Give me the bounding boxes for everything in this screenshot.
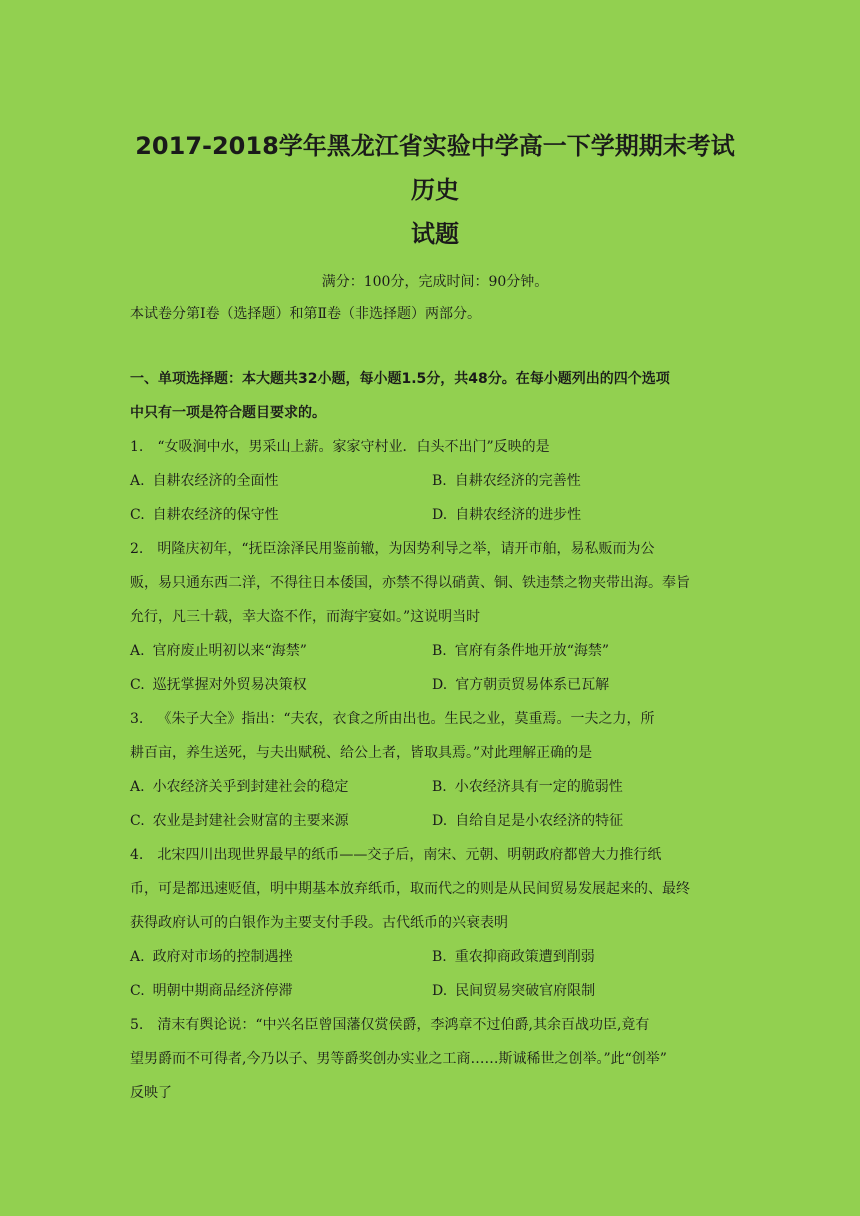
option-text: 自耕农经济的进步性	[455, 507, 582, 523]
exam-title-line-1: 2017-2018学年黑龙江省实验中学高一下学期期末考试历史	[135, 132, 735, 204]
question-number: 2.	[130, 541, 144, 557]
option-text: 小农经济具有一定的脆弱性	[454, 779, 623, 795]
question-stem-text: “女吸涧中水，男采山上薪。家家守村业．白头不出门”反映的是	[157, 439, 550, 455]
answer-options	[130, 940, 740, 1008]
answer-option-c[interactable]	[130, 804, 432, 838]
question-list	[130, 430, 740, 1110]
option-text: 民间贸易突破官府限制	[455, 983, 596, 999]
option-text: 官府废止明初以来“海禁”	[152, 643, 307, 659]
question-stem-text: 明隆庆初年，“抚臣涂泽民用鉴前辙，为因势利导之举，请开市舶，易私贩而为公	[157, 541, 655, 557]
question-stem-line	[130, 736, 740, 770]
answer-option-d[interactable]	[432, 668, 732, 702]
answer-option-c[interactable]	[130, 668, 432, 702]
exam-title	[130, 124, 740, 256]
section-heading-line-2: 中只有一项是符合题目要求的。	[130, 405, 326, 421]
answer-option-a[interactable]	[130, 940, 432, 974]
option-letter: A.	[130, 643, 145, 659]
option-text: 农业是封建社会财富的主要来源	[152, 813, 349, 829]
question-4	[130, 838, 740, 1008]
answer-options	[130, 464, 740, 532]
answer-option-d[interactable]	[432, 804, 732, 838]
question-number: 3.	[130, 711, 144, 727]
question-stem-text: 获得政府认可的白银作为主要支付手段。古代纸币的兴衰表明	[130, 915, 508, 931]
question-stem-text: 北宋四川出现世界最早的纸币——交子后，南宋、元朝、明朝政府都曾大力推行纸	[157, 847, 662, 863]
option-letter: D.	[432, 507, 448, 523]
option-letter: B.	[432, 473, 447, 489]
answer-option-a[interactable]	[130, 770, 432, 804]
question-stem-line	[130, 1008, 740, 1042]
option-letter: A.	[130, 473, 145, 489]
answer-option-b[interactable]	[432, 770, 732, 804]
option-text: 巡抚掌握对外贸易决策权	[152, 677, 307, 693]
option-letter: B.	[432, 949, 447, 965]
question-stem-line	[130, 600, 740, 634]
option-text: 政府对市场的控制遇挫	[152, 949, 293, 965]
option-letter: A.	[130, 949, 145, 965]
question-5	[130, 1008, 740, 1110]
question-stem-text: 耕百亩，养生送死，与夫出赋税、给公上者，皆取具焉。”对此理解正确的是	[130, 745, 593, 761]
option-letter: D.	[432, 677, 448, 693]
answer-option-c[interactable]	[130, 974, 432, 1008]
option-text: 重农抑商政策遭到削弱	[454, 949, 595, 965]
question-2	[130, 532, 740, 702]
question-stem-line	[130, 906, 740, 940]
question-stem-line	[130, 1042, 740, 1076]
answer-option-b[interactable]	[432, 464, 732, 498]
option-letter: C.	[130, 983, 145, 999]
question-stem-line	[130, 702, 740, 736]
exam-page	[130, 124, 740, 1110]
answer-option-a[interactable]	[130, 464, 432, 498]
question-stem-text: 《朱子大全》指出：“夫农，衣食之所由出也。生民之业，莫重焉。一夫之力，所	[157, 711, 655, 727]
section-heading	[130, 362, 740, 430]
answer-option-b[interactable]	[432, 634, 732, 668]
question-stem-line	[130, 838, 740, 872]
answer-option-b[interactable]	[432, 940, 732, 974]
question-number: 5.	[130, 1017, 144, 1033]
question-number: 1.	[130, 439, 144, 455]
option-letter: B.	[432, 643, 447, 659]
answer-option-a[interactable]	[130, 634, 432, 668]
option-text: 自耕农经济的保守性	[152, 507, 279, 523]
option-letter: C.	[130, 813, 145, 829]
exam-title-line-2: 试题	[411, 220, 459, 248]
question-stem-line	[130, 532, 740, 566]
option-text: 自耕农经济的全面性	[152, 473, 279, 489]
answer-option-d[interactable]	[432, 974, 732, 1008]
option-text: 明朝中期商品经济停滞	[152, 983, 293, 999]
option-text: 小农经济关乎到封建社会的稳定	[152, 779, 349, 795]
question-stem-text: 反映了	[130, 1085, 172, 1101]
option-letter: D.	[432, 983, 448, 999]
option-text: 自给自足是小农经济的特征	[455, 813, 624, 829]
question-stem-line	[130, 872, 740, 906]
answer-options	[130, 770, 740, 838]
section-heading-line-1: 一、单项选择题：本大题共32小题，每小题1.5分，共48分。在每小题列出的四个选项	[130, 371, 670, 387]
paper-structure-note: 本试卷分第Ⅰ卷（选择题）和第Ⅱ卷（非选择题）两部分。	[130, 306, 482, 322]
answer-options	[130, 634, 740, 702]
question-stem-text: 允行，凡三十载，幸大盗不作，而海宇宴如。”这说明当时	[130, 609, 481, 625]
question-stem-text: 币，可是都迅速贬值，明中期基本放弃纸币，取而代之的则是从民间贸易发展起来的、最终	[130, 881, 690, 897]
question-stem-line	[130, 430, 740, 464]
option-text: 自耕农经济的完善性	[454, 473, 581, 489]
answer-option-c[interactable]	[130, 498, 432, 532]
question-stem-line	[130, 1076, 740, 1110]
option-letter: B.	[432, 779, 447, 795]
option-letter: A.	[130, 779, 145, 795]
question-3	[130, 702, 740, 838]
option-letter: D.	[432, 813, 448, 829]
question-stem-text: 贩，易只通东西二洋，不得往日本倭国，亦禁不得以硝黄、铜、铁违禁之物夹带出海。奉旨	[130, 575, 690, 591]
option-text: 官府有条件地开放“海禁”	[454, 643, 610, 659]
answer-option-d[interactable]	[432, 498, 732, 532]
question-1	[130, 430, 740, 532]
question-stem-text: 清末有舆论说：“中兴名臣曾国藩仅赏侯爵，李鸿章不过伯爵,其余百战功臣,竟有	[157, 1017, 650, 1033]
question-stem-line	[130, 566, 740, 600]
question-stem-text: 望男爵而不可得者,今乃以子、男等爵奖创办实业之工商……斯诚稀世之创举。”此“创举”	[130, 1051, 667, 1067]
score-time-note: 满分：100分，完成时间：90分钟。	[321, 274, 549, 290]
option-letter: C.	[130, 677, 145, 693]
question-number: 4.	[130, 847, 144, 863]
option-letter: C.	[130, 507, 145, 523]
option-text: 官方朝贡贸易体系已瓦解	[455, 677, 610, 693]
